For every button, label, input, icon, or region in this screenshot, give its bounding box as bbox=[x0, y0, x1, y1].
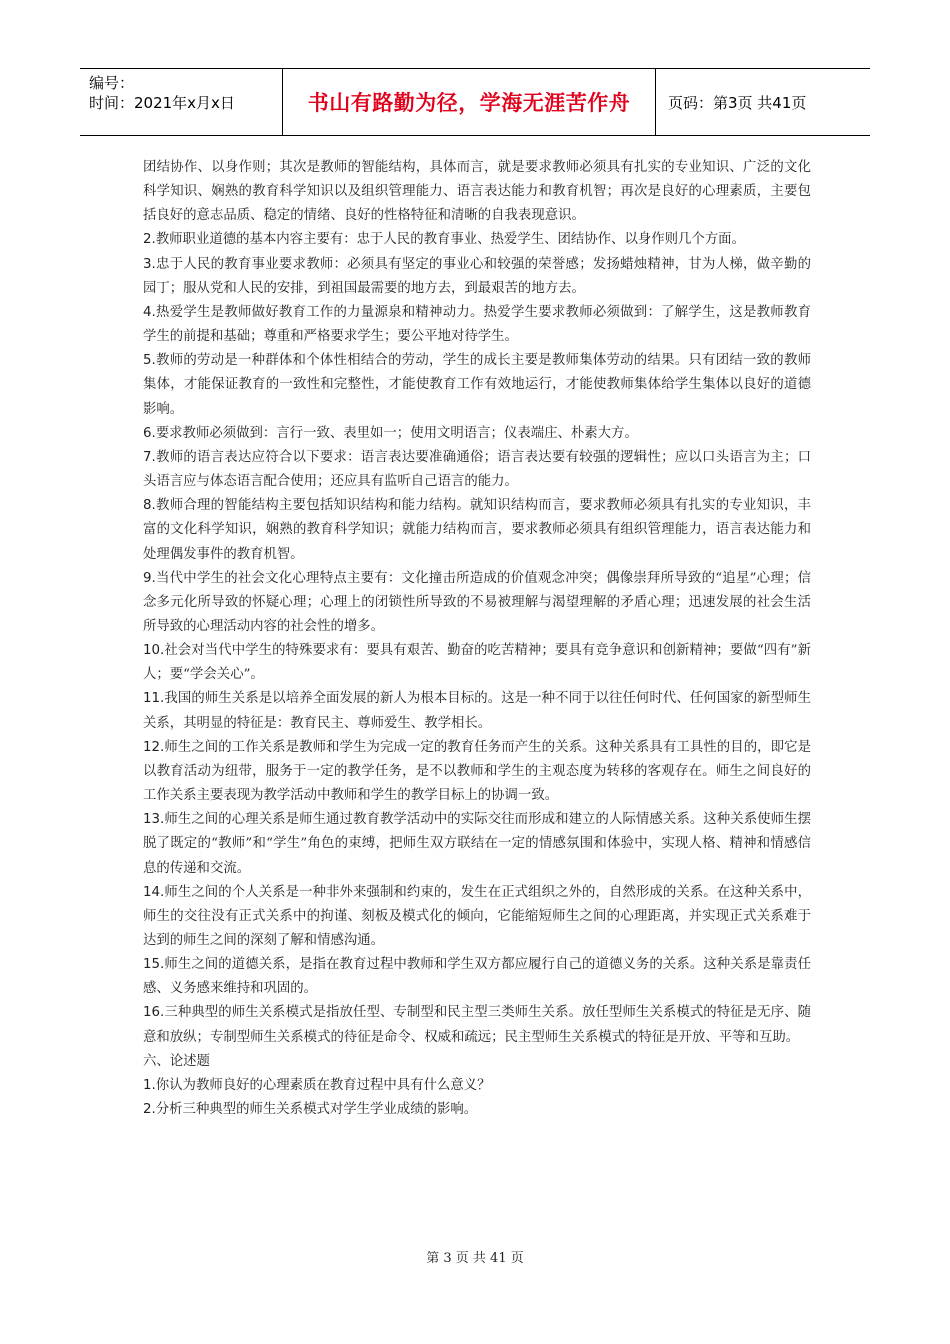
paragraph: 9.当代中学生的社会文化心理特点主要有：文化撞击所造成的价值观念冲突；偶像崇拜所导致的“追星”心理；信念多元化所导致的怀疑心理；心理上的闭锁性所导致的不易被理解与渴望理解的矛盾心理；迅速发展的社会生活所导致的心理活动内容的社会性的增多。 bbox=[143, 570, 811, 634]
paragraph: 16.三种典型的师生关系模式是指放任型、专制型和民主型三类师生关系。放任型师生关系模式的特征是无序、随意和放纵；专制型师生关系模式的待征是命令、权威和疏远；民主型师生关系模式的特征是开放、平等和互助。 bbox=[143, 1005, 811, 1045]
document-body bbox=[143, 156, 811, 1122]
motto-text: 书山有路勤为径，学海无涯苦作舟 bbox=[307, 91, 631, 115]
paragraph: 10.社会对当代中学生的特殊要求有：要具有艰苦、勤奋的吃苦精神；要具有竞争意识和创新精神；要做“四有”新人；要“学会关心”。 bbox=[143, 643, 811, 683]
paragraph: 4.热爱学生是教师做好教育工作的力量源泉和精神动力。热爱学生要求教师必须做到：了解学生，这是教师教育学生的前提和基础；尊重和严格要求学生；要公平地对待学生。 bbox=[143, 304, 811, 345]
header-motto-cell bbox=[282, 69, 656, 135]
paragraph: 14.师生之间的个人关系是一种非外来强制和约束的，发生在正式组织之外的，自然形成的关系。在这种关系中，师生的交往没有正式关系中的拘谨、刻板及模式化的倾向，它能缩短师生之间的心理距离，并实现正式关系难于达到的师生之间的深刻了解和情感沟通。 bbox=[143, 884, 811, 948]
header-page-cell bbox=[656, 69, 870, 135]
page-header bbox=[80, 68, 870, 136]
paragraph: 8.教师合理的智能结构主要包括知识结构和能力结构。就知识结构而言，要求教师必须具有扎实的专业知识，丰富的文化科学知识，娴熟的教育科学知识；就能力结构而言，要求教师必须具有组织管理能力，语言表达能力和处理偶发事件的教育机智。 bbox=[143, 498, 811, 562]
paragraph: 3.忠于人民的教育事业要求教师：必须具有坚定的事业心和较强的荣誉感；发扬蜡烛精神，甘为人梯，做辛勤的园丁；服从党和人民的安排，到祖国最需要的地方去，到最艰苦的地方去。 bbox=[143, 256, 811, 296]
paragraph: 2.教师职业道德的基本内容主要有：忠于人民的教育事业、热爱学生、团结协作、以身作则几个方面。 bbox=[143, 232, 745, 248]
page-footer bbox=[0, 1247, 950, 1266]
paragraph: 团结协作、以身作则；其次是教师的智能结构，具体而言，就是要求教师必须具有扎实的专业知识、广泛的文化科学知识、娴熟的教育科学知识以及组织管理能力、语言表达能力和教育机智；再次是良好的心理素质，主要包括良好的意志品质、稳定的情绪、良好的性格特征和清晰的自我表现意识。 bbox=[143, 160, 811, 224]
document-time-label: 时间：2021年x月x日 bbox=[89, 94, 235, 112]
document-number-label: 编号： bbox=[89, 74, 135, 92]
paragraph: 7.教师的语言表达应符合以下要求：语言表达要准确通俗；语言表达要有较强的逻辑性；应以口头语言为主；口头语言应与体态语言配合使用；还应具有监听自己语言的能力。 bbox=[143, 449, 811, 490]
paragraph: 6.要求教师必须做到：言行一致、表里如一；使用文明语言；仪表端庄、朴素大方。 bbox=[143, 425, 638, 441]
header-meta bbox=[80, 69, 282, 135]
page-number-label: 页码：第3页 共41页 bbox=[668, 93, 807, 112]
paragraph: 13.师生之间的心理关系是师生通过教育教学活动中的实际交往而形成和建立的人际情感关系。这种关系使师生摆脱了既定的“教师”和“学生”角色的束缚，把师生双方联结在一定的情感氛围和体验中，实现人格、精神和情感信息的传递和交流。 bbox=[143, 812, 811, 876]
question-item: 2.分析三种典型的师生关系模式对学生学业成绩的影响。 bbox=[143, 1102, 478, 1118]
footer-page-number: 第 3 页 共 41 页 bbox=[426, 1251, 524, 1266]
paragraph: 15.师生之间的道德关系，是指在教育过程中教师和学生双方都应履行自己的道德义务的关系。这种关系是靠责任感、义务感来维持和巩固的。 bbox=[143, 957, 811, 997]
paragraph: 12.师生之间的工作关系是教师和学生为完成一定的教育任务而产生的关系。这种关系具有工具性的目的，即它是以教育活动为纽带，服务于一定的教学任务，是不以教师和学生的主观态度为转移的客观存在。师生之间良好的工作关系主要表现为教学活动中教师和学生的教学目标上的协调一致。 bbox=[143, 739, 811, 804]
question-item: 1.你认为教师良好的心理素质在教育过程中具有什么意义？ bbox=[143, 1077, 491, 1093]
paragraph: 5.教师的劳动是一种群体和个体性相结合的劳动，学生的成长主要是教师集体劳动的结果。只有团结一致的教师集体，才能保证教育的一致性和完整性，才能使教育工作有效地运行，才能使教师集体给学生集体以良好的道德影响。 bbox=[143, 353, 811, 417]
paragraph: 11.我国的师生关系是以培养全面发展的新人为根本目标的。这是一种不同于以往任何时代、任何国家的新型师生关系，其明显的特征是：教育民主、尊师爱生、教学相长。 bbox=[143, 691, 811, 731]
section-heading: 六、论述题 bbox=[143, 1053, 210, 1069]
